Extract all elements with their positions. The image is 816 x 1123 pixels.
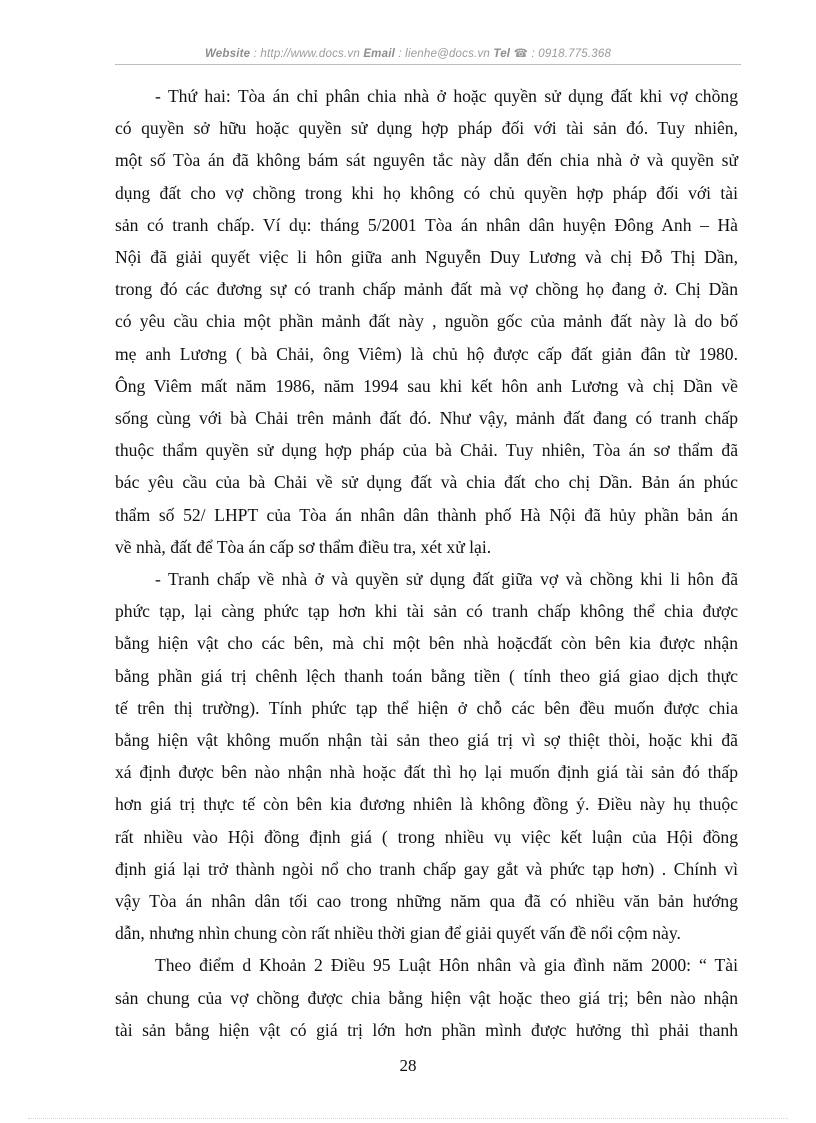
paragraph-3	[115, 949, 738, 1046]
text-line: Nội đã giải quyết việc li hôn giữa anh Nguyễn Duy Lương và chị Đỗ Thị Dần,	[115, 247, 738, 268]
text-line: dẫn, nhưng nhìn chung còn rất nhiều thời gian để giải quyết vấn đề nổi cộm này.	[115, 923, 681, 944]
email-label: Email	[363, 48, 395, 60]
website-label: Website	[204, 48, 251, 60]
text-line: mẹ anh Lương ( bà Chải, ông Viêm) là chủ hộ được cấp đất giản đân từ 1980.	[115, 343, 738, 364]
text-line: rất nhiều vào Hội đồng định giá ( trong nhiều vụ việc kết luận của Hội đồng	[115, 826, 738, 847]
website-value: : http://www.docs.vn	[250, 48, 364, 60]
text-line: dụng đất cho vợ chồng trong khi họ không có chủ quyền hợp pháp đối với tài	[115, 182, 738, 203]
footer-divider	[28, 1118, 788, 1119]
document-body	[115, 80, 738, 1046]
text-line: trong đó các đương sự có tranh chấp mảnh đất mà vợ chồng họ đang ở. Chị Dần	[115, 279, 738, 300]
text-line: bác yêu cầu của bà Chải về sử dụng đất và chia đất cho chị Dần. Bản án phúc	[115, 472, 738, 493]
paragraph-1	[115, 80, 738, 563]
page-number: 28	[399, 1056, 417, 1075]
text-line: Theo điểm d Khoản 2 Điều 95 Luật Hôn nhân và gia đình năm 2000: “ Tài	[155, 955, 738, 976]
text-line: có yêu cầu chia một phần mảnh đất này , nguồn gốc của mảnh đất này là do bố	[115, 311, 738, 332]
text-line: phức tạp, lại càng phức tạp hơn khi tài sản có tranh chấp không thể chia được	[115, 601, 738, 622]
text-line: tế trên thị trường). Tính phức tạp thể hiện ở chỗ các bên đều muốn được chia	[115, 697, 738, 718]
paragraph-2	[115, 563, 738, 949]
tel-label: Tel	[493, 48, 511, 60]
email-value: : lienhe@docs.vn	[395, 48, 494, 60]
text-line: về nhà, đất để Tòa án cấp sơ thẩm điều tra, xét xử lại.	[115, 536, 492, 557]
text-line: - Tranh chấp về nhà ở và quyền sử dụng đất giữa vợ và chồng khi li hôn đã	[155, 569, 738, 590]
text-line: có quyền sở hữu hoặc quyền sử dụng hợp pháp đối với tài sản đó. Tuy nhiên,	[115, 118, 738, 139]
text-line: xá định được bên nào nhận nhà hoặc đất thì họ lại muốn định giá tài sản đó thấp	[115, 762, 738, 783]
text-line: tài sản bằng hiện vật có giá trị lớn hơn phần mình được hưởng thì phải thanh	[115, 1019, 738, 1040]
text-line: sản có tranh chấp. Ví dụ: tháng 5/2001 Tòa án nhân dân huyện Đông Anh – Hà	[115, 214, 738, 235]
text-line: bằng hiện vật không muốn nhận tài sản theo giá trị vì sợ thiệt thòi, hoặc khi đã	[115, 730, 738, 751]
page-header	[0, 46, 816, 60]
text-line: hơn giá trị thực tế còn bên kia đương nhiên là không đồng ý. Điều này hụ thuộc	[115, 794, 738, 815]
text-line: bằng phần giá trị chênh lệch thanh toán bằng tiền ( tính theo giá giao dịch thực	[115, 665, 738, 686]
text-line: định giá lại trở thành ngòi nổ cho tranh chấp gay gắt và phức tạp hơn) . Chính vì	[115, 858, 738, 879]
text-line: một số Tòa án đã không bám sát nguyên tắc này dẫn đến chia nhà ở và quyền sử	[115, 150, 738, 171]
text-line: bằng hiện vật cho các bên, mà chỉ một bên nhà hoặcđất còn bên kia được nhận	[115, 633, 738, 654]
text-line: thẩm số 52/ LHPT của Tòa án nhân dân thành phố Hà Nội đã hủy phần bản án	[115, 504, 738, 525]
text-line: vậy Tòa án nhân dân tối cao trong những năm qua đã có nhiều văn bản hướng	[115, 891, 738, 912]
text-line: - Thứ hai: Tòa án chỉ phân chia nhà ở hoặc quyền sử dụng đất khi vợ chồng	[155, 86, 738, 106]
text-line: sản chung của vợ chồng được chia bằng hiện vật hoặc theo giá trị; bên nào nhận	[115, 987, 738, 1008]
header-divider	[115, 64, 741, 65]
text-line: thuộc thẩm quyền sử dụng hợp pháp của bà Chải. Tuy nhiên, Tòa án sơ thẩm đã	[115, 440, 738, 461]
tel-value: ☎ : 0918.775.368	[510, 48, 612, 60]
text-line: sống cùng với bà Chải trên mảnh đất đó. Như vậy, mảnh đất đang có tranh chấp	[115, 408, 738, 429]
text-line: Ông Viêm mất năm 1986, năm 1994 sau khi kết hôn anh Lương và chị Dần về	[115, 375, 738, 396]
